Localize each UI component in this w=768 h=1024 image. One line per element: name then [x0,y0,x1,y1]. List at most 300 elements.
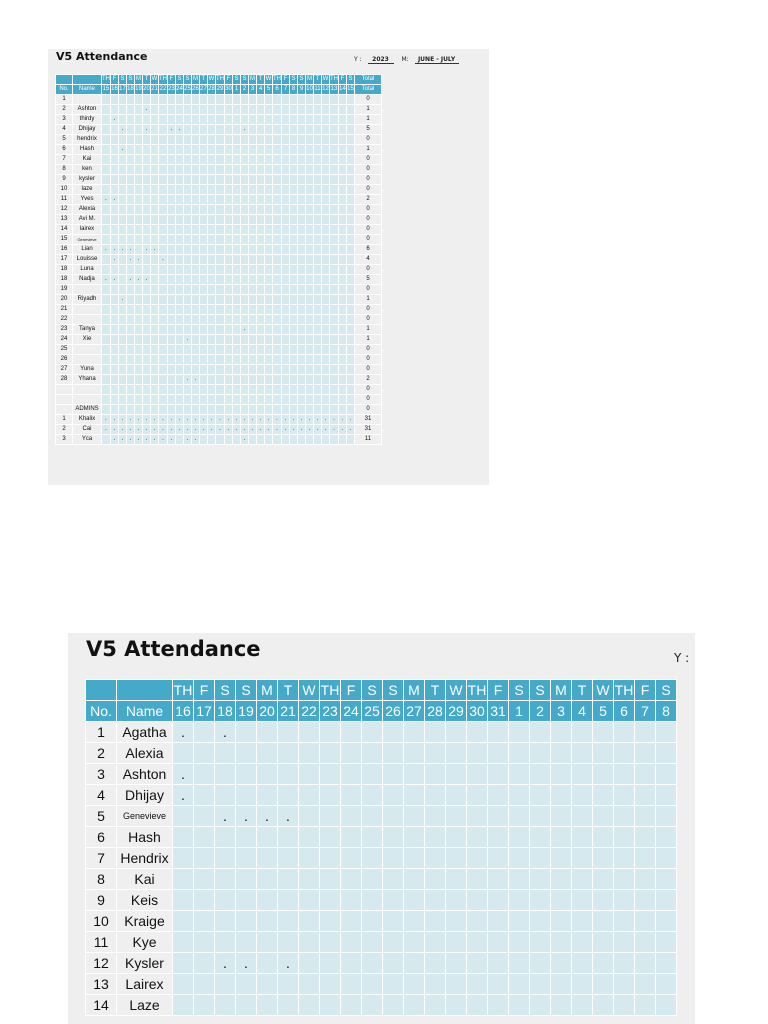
attendance-cell[interactable] [159,115,168,125]
attendance-cell[interactable] [102,125,111,135]
attendance-cell[interactable] [339,305,347,315]
attendance-cell[interactable] [168,245,176,255]
attendance-cell[interactable] [314,305,322,315]
attendance-cell[interactable] [216,365,225,375]
attendance-cell[interactable] [151,275,159,285]
attendance-cell[interactable] [290,125,298,135]
attendance-cell[interactable] [225,255,233,265]
attendance-cell[interactable] [282,325,290,335]
attendance-cell[interactable] [168,325,176,335]
attendance-cell[interactable] [249,235,257,245]
attendance-cell[interactable] [151,205,159,215]
attendance-cell[interactable] [467,953,488,974]
attendance-cell[interactable] [362,974,383,995]
attendance-cell[interactable] [593,890,614,911]
attendance-cell[interactable] [282,225,290,235]
attendance-cell[interactable] [320,743,341,764]
attendance-cell[interactable] [341,995,362,1016]
attendance-cell[interactable] [241,235,249,245]
attendance-cell[interactable] [273,205,282,215]
attendance-cell[interactable] [176,245,184,255]
attendance-cell[interactable] [347,285,355,295]
attendance-cell[interactable] [135,315,143,325]
attendance-cell[interactable] [306,285,314,295]
attendance-cell[interactable] [290,375,298,385]
attendance-cell[interactable] [119,155,127,165]
attendance-cell[interactable] [614,806,635,827]
attendance-cell[interactable] [102,355,111,365]
attendance-cell[interactable] [173,806,194,827]
attendance-cell[interactable] [127,285,135,295]
attendance-cell[interactable] [347,355,355,365]
attendance-cell[interactable] [290,295,298,305]
attendance-cell[interactable] [425,953,446,974]
attendance-cell[interactable] [383,806,404,827]
attendance-cell[interactable] [200,375,208,385]
attendance-cell[interactable] [467,722,488,743]
attendance-cell[interactable] [184,345,192,355]
attendance-cell[interactable] [339,95,347,105]
attendance-cell[interactable] [159,345,168,355]
attendance-cell[interactable] [233,235,241,245]
attendance-cell[interactable] [159,385,168,395]
attendance-cell[interactable] [111,315,119,325]
attendance-cell[interactable] [322,385,330,395]
attendance-cell[interactable] [184,225,192,235]
attendance-cell[interactable] [572,911,593,932]
attendance-cell[interactable] [184,95,192,105]
attendance-cell[interactable] [241,115,249,125]
attendance-cell[interactable] [208,225,216,235]
attendance-cell[interactable] [306,385,314,395]
attendance-cell[interactable] [298,315,306,325]
attendance-cell[interactable] [102,345,111,355]
attendance-cell[interactable] [282,145,290,155]
attendance-cell[interactable] [362,953,383,974]
attendance-cell[interactable] [265,325,273,335]
attendance-cell[interactable]: . [306,415,314,425]
attendance-cell[interactable] [233,325,241,335]
attendance-cell[interactable] [225,355,233,365]
attendance-cell[interactable] [241,265,249,275]
attendance-cell[interactable] [143,375,151,385]
attendance-cell[interactable] [290,195,298,205]
attendance-cell[interactable] [404,890,425,911]
attendance-cell[interactable] [257,974,278,995]
attendance-cell[interactable] [339,275,347,285]
attendance-cell[interactable] [347,165,355,175]
attendance-cell[interactable] [306,105,314,115]
attendance-cell[interactable] [257,435,265,445]
attendance-cell[interactable] [299,827,320,848]
attendance-cell[interactable] [184,165,192,175]
attendance-cell[interactable] [298,245,306,255]
attendance-cell[interactable] [236,764,257,785]
attendance-cell[interactable] [249,275,257,285]
attendance-cell[interactable] [290,135,298,145]
attendance-cell[interactable]: . [111,115,119,125]
attendance-cell[interactable] [111,355,119,365]
attendance-cell[interactable]: . [216,415,225,425]
attendance-cell[interactable] [298,165,306,175]
attendance-cell[interactable]: . [119,415,127,425]
attendance-cell[interactable]: . [265,425,273,435]
attendance-cell[interactable]: . [173,785,194,806]
attendance-cell[interactable] [314,385,322,395]
attendance-cell[interactable] [339,355,347,365]
attendance-cell[interactable] [127,375,135,385]
attendance-cell[interactable] [330,245,339,255]
attendance-cell[interactable] [509,932,530,953]
attendance-cell[interactable] [176,175,184,185]
attendance-cell[interactable]: . [119,435,127,445]
attendance-cell[interactable]: . [111,415,119,425]
attendance-cell[interactable] [257,365,265,375]
attendance-cell[interactable]: . [236,953,257,974]
attendance-cell[interactable] [184,295,192,305]
attendance-cell[interactable] [257,115,265,125]
attendance-cell[interactable] [127,315,135,325]
attendance-cell[interactable] [330,265,339,275]
attendance-cell[interactable]: . [159,425,168,435]
attendance-cell[interactable] [339,295,347,305]
attendance-cell[interactable] [216,335,225,345]
attendance-cell[interactable] [488,995,509,1016]
attendance-cell[interactable] [330,385,339,395]
attendance-cell[interactable] [530,806,551,827]
attendance-cell[interactable] [241,385,249,395]
attendance-cell[interactable] [215,785,236,806]
attendance-cell[interactable] [102,135,111,145]
attendance-cell[interactable] [102,295,111,305]
attendance-cell[interactable] [216,215,225,225]
attendance-cell[interactable] [314,145,322,155]
attendance-cell[interactable] [184,175,192,185]
attendance-cell[interactable] [127,385,135,395]
attendance-cell[interactable] [151,105,159,115]
attendance-cell[interactable] [306,395,314,405]
attendance-cell[interactable] [265,365,273,375]
attendance-cell[interactable] [225,335,233,345]
attendance-cell[interactable] [176,395,184,405]
attendance-cell[interactable] [225,135,233,145]
attendance-cell[interactable] [119,95,127,105]
attendance-cell[interactable] [257,869,278,890]
attendance-cell[interactable] [339,235,347,245]
attendance-cell[interactable] [306,145,314,155]
attendance-cell[interactable] [194,806,215,827]
attendance-cell[interactable] [225,315,233,325]
attendance-cell[interactable] [151,395,159,405]
attendance-cell[interactable] [257,225,265,235]
attendance-cell[interactable] [282,315,290,325]
attendance-cell[interactable] [614,869,635,890]
attendance-cell[interactable] [347,235,355,245]
attendance-cell[interactable]: . [151,435,159,445]
attendance-cell[interactable] [173,995,194,1016]
attendance-cell[interactable] [330,345,339,355]
attendance-cell[interactable] [278,890,299,911]
attendance-cell[interactable]: . [176,125,184,135]
attendance-cell[interactable] [290,345,298,355]
attendance-cell[interactable] [194,785,215,806]
attendance-cell[interactable]: . [257,806,278,827]
attendance-cell[interactable] [551,995,572,1016]
attendance-cell[interactable] [298,395,306,405]
attendance-cell[interactable] [200,325,208,335]
attendance-cell[interactable] [168,285,176,295]
attendance-cell[interactable] [362,869,383,890]
attendance-cell[interactable] [119,175,127,185]
attendance-cell[interactable] [635,827,656,848]
attendance-cell[interactable] [159,175,168,185]
attendance-cell[interactable] [298,335,306,345]
attendance-cell[interactable] [225,395,233,405]
attendance-cell[interactable] [257,995,278,1016]
attendance-cell[interactable] [320,722,341,743]
attendance-cell[interactable]: . [111,435,119,445]
attendance-cell[interactable] [119,305,127,315]
attendance-cell[interactable] [241,155,249,165]
attendance-cell[interactable] [656,848,677,869]
attendance-cell[interactable] [257,145,265,155]
attendance-cell[interactable] [135,105,143,115]
attendance-cell[interactable] [184,405,192,415]
attendance-cell[interactable] [347,265,355,275]
attendance-cell[interactable] [208,115,216,125]
attendance-cell[interactable] [299,785,320,806]
attendance-cell[interactable] [151,235,159,245]
attendance-cell[interactable] [298,355,306,365]
attendance-cell[interactable] [467,890,488,911]
attendance-cell[interactable] [425,806,446,827]
attendance-cell[interactable] [273,315,282,325]
attendance-cell[interactable]: . [298,415,306,425]
attendance-cell[interactable] [330,355,339,365]
attendance-cell[interactable]: . [143,105,151,115]
attendance-cell[interactable] [119,345,127,355]
attendance-cell[interactable] [241,355,249,365]
attendance-cell[interactable] [273,395,282,405]
attendance-cell[interactable] [273,245,282,255]
attendance-cell[interactable] [314,175,322,185]
attendance-cell[interactable] [102,165,111,175]
attendance-cell[interactable] [265,265,273,275]
attendance-cell[interactable] [176,385,184,395]
attendance-cell[interactable] [143,405,151,415]
attendance-cell[interactable]: . [102,195,111,205]
attendance-cell[interactable] [404,827,425,848]
attendance-cell[interactable] [257,175,265,185]
attendance-cell[interactable] [249,335,257,345]
attendance-cell[interactable] [184,255,192,265]
attendance-cell[interactable] [282,175,290,185]
attendance-cell[interactable] [233,395,241,405]
attendance-cell[interactable] [290,435,298,445]
attendance-cell[interactable] [127,235,135,245]
attendance-cell[interactable] [273,195,282,205]
attendance-cell[interactable] [151,325,159,335]
attendance-cell[interactable] [143,135,151,145]
attendance-cell[interactable] [322,115,330,125]
attendance-cell[interactable] [233,185,241,195]
attendance-cell[interactable] [184,115,192,125]
attendance-cell[interactable] [467,785,488,806]
attendance-cell[interactable] [216,125,225,135]
attendance-cell[interactable] [290,245,298,255]
attendance-cell[interactable] [184,385,192,395]
attendance-cell[interactable] [290,165,298,175]
attendance-cell[interactable] [192,365,200,375]
attendance-cell[interactable] [241,395,249,405]
attendance-cell[interactable] [127,185,135,195]
attendance-cell[interactable] [241,225,249,235]
attendance-cell[interactable] [143,345,151,355]
attendance-cell[interactable] [446,953,467,974]
attendance-cell[interactable] [168,385,176,395]
attendance-cell[interactable] [208,185,216,195]
attendance-cell[interactable] [298,195,306,205]
attendance-cell[interactable]: . [347,415,355,425]
attendance-cell[interactable] [127,355,135,365]
attendance-cell[interactable] [192,155,200,165]
attendance-cell[interactable] [176,265,184,275]
attendance-cell[interactable] [614,743,635,764]
attendance-cell[interactable] [119,115,127,125]
attendance-cell[interactable] [314,155,322,165]
attendance-cell[interactable] [339,145,347,155]
attendance-cell[interactable] [299,995,320,1016]
attendance-cell[interactable] [290,385,298,395]
attendance-cell[interactable] [572,764,593,785]
attendance-cell[interactable] [208,395,216,405]
attendance-cell[interactable] [509,722,530,743]
attendance-cell[interactable] [362,995,383,1016]
attendance-cell[interactable]: . [298,425,306,435]
attendance-cell[interactable] [184,215,192,225]
attendance-cell[interactable] [102,335,111,345]
attendance-cell[interactable] [143,185,151,195]
attendance-cell[interactable] [143,95,151,105]
attendance-cell[interactable] [200,275,208,285]
attendance-cell[interactable] [135,355,143,365]
attendance-cell[interactable] [273,125,282,135]
attendance-cell[interactable] [151,225,159,235]
attendance-cell[interactable] [102,265,111,275]
attendance-cell[interactable] [282,305,290,315]
attendance-cell[interactable] [151,155,159,165]
attendance-cell[interactable] [208,135,216,145]
attendance-cell[interactable]: . [208,425,216,435]
attendance-cell[interactable] [159,215,168,225]
attendance-cell[interactable] [192,125,200,135]
attendance-cell[interactable]: . [143,125,151,135]
attendance-cell[interactable] [362,722,383,743]
attendance-cell[interactable] [143,195,151,205]
attendance-cell[interactable] [282,115,290,125]
attendance-cell[interactable]: . [184,425,192,435]
attendance-cell[interactable] [233,245,241,255]
attendance-cell[interactable] [467,974,488,995]
attendance-cell[interactable] [176,115,184,125]
attendance-cell[interactable] [168,355,176,365]
attendance-cell[interactable] [306,135,314,145]
attendance-cell[interactable] [111,185,119,195]
attendance-cell[interactable] [322,245,330,255]
attendance-cell[interactable]: . [200,415,208,425]
attendance-cell[interactable] [314,275,322,285]
attendance-cell[interactable] [265,375,273,385]
attendance-cell[interactable] [314,245,322,255]
attendance-cell[interactable] [265,245,273,255]
attendance-cell[interactable] [322,145,330,155]
attendance-cell[interactable] [290,145,298,155]
attendance-cell[interactable] [530,953,551,974]
attendance-cell[interactable] [320,932,341,953]
attendance-cell[interactable] [111,175,119,185]
attendance-cell[interactable] [530,995,551,1016]
attendance-cell[interactable] [225,145,233,155]
attendance-cell[interactable] [135,345,143,355]
attendance-cell[interactable] [593,995,614,1016]
attendance-cell[interactable] [192,165,200,175]
attendance-cell[interactable] [278,827,299,848]
attendance-cell[interactable] [614,785,635,806]
attendance-cell[interactable] [208,275,216,285]
attendance-cell[interactable] [119,385,127,395]
attendance-cell[interactable] [593,848,614,869]
attendance-cell[interactable] [551,848,572,869]
attendance-cell[interactable]: . [135,435,143,445]
attendance-cell[interactable] [257,764,278,785]
attendance-cell[interactable] [339,195,347,205]
attendance-cell[interactable] [341,848,362,869]
attendance-cell[interactable] [236,848,257,869]
attendance-cell[interactable] [184,305,192,315]
attendance-cell[interactable] [273,95,282,105]
attendance-cell[interactable] [322,185,330,195]
attendance-cell[interactable] [322,205,330,215]
attendance-cell[interactable] [216,435,225,445]
attendance-cell[interactable] [216,405,225,415]
attendance-cell[interactable] [249,145,257,155]
attendance-cell[interactable] [168,405,176,415]
attendance-cell[interactable] [176,285,184,295]
attendance-cell[interactable] [273,435,282,445]
attendance-cell[interactable] [233,195,241,205]
attendance-cell[interactable] [225,405,233,415]
attendance-cell[interactable] [282,255,290,265]
attendance-cell[interactable] [111,405,119,415]
attendance-cell[interactable] [530,827,551,848]
attendance-cell[interactable] [135,265,143,275]
attendance-cell[interactable]: . [168,425,176,435]
attendance-cell[interactable] [298,225,306,235]
attendance-cell[interactable] [488,743,509,764]
attendance-cell[interactable] [339,325,347,335]
attendance-cell[interactable] [362,890,383,911]
attendance-cell[interactable] [200,285,208,295]
attendance-cell[interactable] [119,235,127,245]
attendance-cell[interactable] [159,155,168,165]
attendance-cell[interactable] [320,911,341,932]
attendance-cell[interactable] [257,285,265,295]
attendance-cell[interactable] [383,848,404,869]
attendance-cell[interactable] [233,165,241,175]
attendance-cell[interactable] [404,953,425,974]
attendance-cell[interactable] [176,165,184,175]
attendance-cell[interactable] [446,743,467,764]
